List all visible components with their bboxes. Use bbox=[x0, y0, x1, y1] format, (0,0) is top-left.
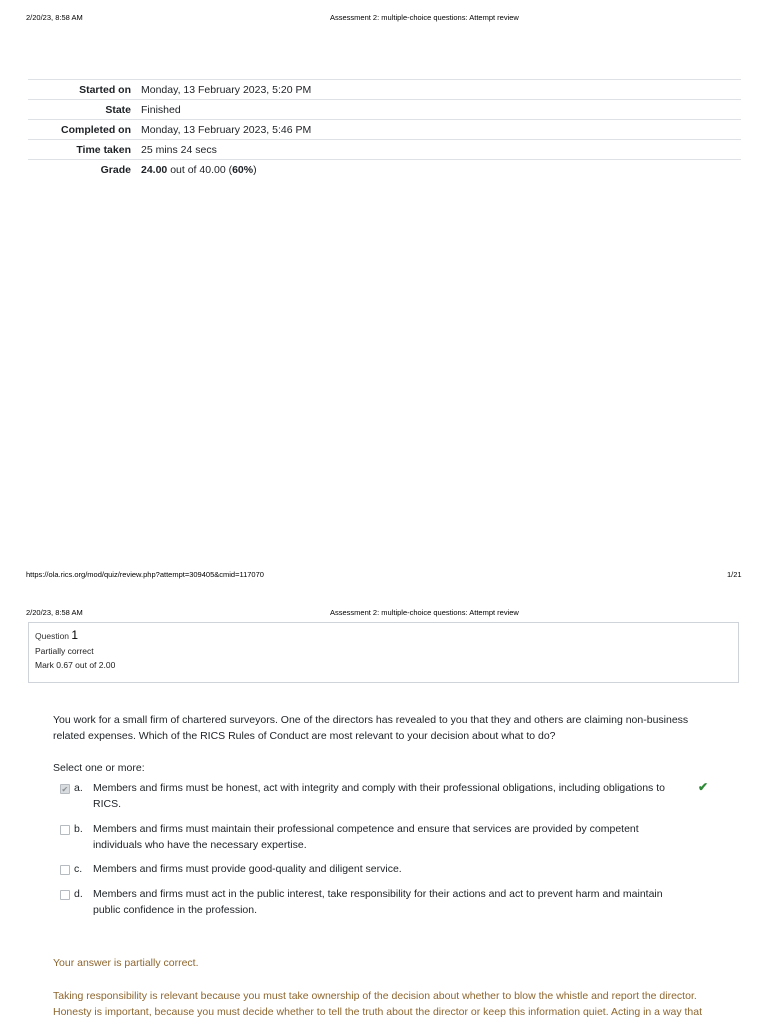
attempt-summary-table bbox=[28, 79, 741, 179]
answer-letter: a. bbox=[74, 782, 83, 794]
feedback-status: Your answer is partially correct. bbox=[53, 957, 199, 969]
question-info-box bbox=[28, 622, 739, 683]
answer-text: Members and firms must be honest, act with integrity and comply with their professional obligations, including obligations to RICS. bbox=[93, 782, 665, 810]
grade-out-of: out of 40.00 ( bbox=[167, 164, 233, 176]
answer-checkbox[interactable] bbox=[60, 865, 70, 875]
grade-percent: 60% bbox=[232, 164, 254, 176]
answer-letter: b. bbox=[74, 823, 83, 835]
answer-checkbox[interactable] bbox=[60, 890, 70, 900]
question-state: Partially correct bbox=[35, 646, 94, 656]
question-mark: Mark 0.67 out of 2.00 bbox=[35, 660, 116, 670]
answer-text: Members and firms must maintain their professional competence and ensure that services are provided by competent individuals who have the necessary expertise. bbox=[93, 823, 639, 851]
print-header-title: Assessment 2: multiple-choice questions: Attempt review bbox=[330, 13, 519, 22]
answer-letter: c. bbox=[74, 863, 83, 875]
summary-row bbox=[28, 140, 741, 160]
summary-value: Finished bbox=[141, 104, 181, 116]
summary-value: Monday, 13 February 2023, 5:46 PM bbox=[141, 124, 312, 136]
summary-label: Started on bbox=[79, 84, 131, 96]
summary-row bbox=[28, 120, 741, 140]
summary-label: Completed on bbox=[61, 124, 131, 136]
print-header-title: Assessment 2: multiple-choice questions: Attempt review bbox=[330, 608, 519, 617]
answer-checkbox[interactable] bbox=[60, 825, 70, 835]
print-footer-page: 1/21 bbox=[727, 570, 742, 579]
answer-letter: d. bbox=[74, 888, 83, 900]
answer-text: Members and firms must provide good-quality and diligent service. bbox=[93, 863, 402, 875]
print-header-date: 2/20/23, 8:58 AM bbox=[26, 608, 83, 617]
question-label: Question bbox=[35, 631, 70, 641]
summary-value: Monday, 13 February 2023, 5:20 PM bbox=[141, 84, 312, 96]
print-footer-url: https://ola.rics.org/mod/quiz/review.php?attempt=309405&cmid=117070 bbox=[26, 570, 264, 579]
grade-score: 24.00 bbox=[141, 164, 168, 176]
grade-value bbox=[141, 160, 741, 180]
question-text: You work for a small firm of chartered surveyors. One of the directors has revealed to you that they and others are claiming non-business related expenses. Which of the RICS Rules of Conduct are most relevant to your decision about what to do? bbox=[53, 714, 689, 742]
summary-label: State bbox=[105, 104, 131, 116]
summary-label: Time taken bbox=[76, 144, 131, 156]
question-number bbox=[35, 628, 732, 642]
summary-value: 25 mins 24 secs bbox=[141, 144, 217, 156]
feedback-text: Taking responsibility is relevant because you must take ownership of the decision about whether to blow the whistle and report the director. Honesty is important, because you must decide whether to tell the truth about the director or keep this information quiet. Acting in a way that bbox=[53, 990, 703, 1018]
summary-label: Grade bbox=[100, 164, 131, 176]
summary-row bbox=[28, 100, 741, 120]
print-header-date: 2/20/23, 8:58 AM bbox=[26, 13, 83, 22]
answer-text: Members and firms must act in the public interest, take responsibility for their actions and act to prevent harm and maintain public confidence in the profession. bbox=[93, 888, 663, 916]
question-number-value: 1 bbox=[71, 628, 79, 642]
question-prompt: Select one or more: bbox=[53, 762, 145, 774]
grade-close: ) bbox=[253, 164, 257, 176]
summary-row bbox=[28, 160, 741, 180]
correct-check-icon: ✔ bbox=[698, 780, 709, 794]
answer-checkbox[interactable] bbox=[60, 784, 70, 794]
summary-row bbox=[28, 80, 741, 100]
